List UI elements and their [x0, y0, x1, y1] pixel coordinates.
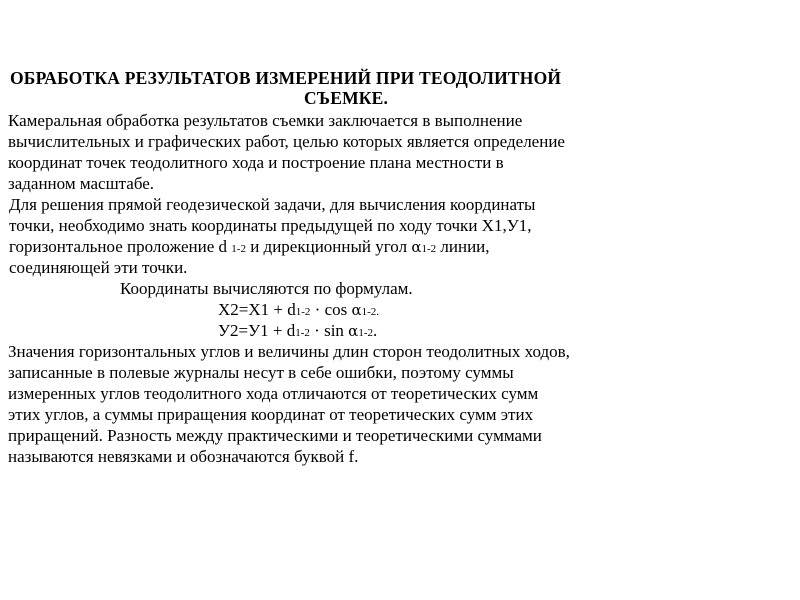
alpha-symbol: α [411, 238, 422, 256]
text-fragment: линии, [436, 237, 490, 256]
formula-x [218, 300, 379, 322]
paragraph-line: Камеральная обработка результатов съемки заключается в выполнение [8, 111, 523, 130]
alpha-symbol: α [348, 322, 359, 340]
subscript: 1-2 [295, 327, 310, 339]
paragraph-line: называются невязками и обозначаются буквой f. [8, 447, 359, 466]
formula-text: . [372, 321, 378, 340]
subscript: 1-2. [361, 306, 380, 318]
formula-intro: Координаты вычисляются по формулам. [120, 279, 413, 298]
formula-text: У2=У1 + d [218, 321, 296, 340]
title-line-1: ОБРАБОТКА РЕЗУЛЬТАТОВ ИЗМЕРЕНИЙ ПРИ ТЕОДОЛИТНОЙ [10, 68, 562, 88]
paragraph-line: заданном масштабе. [8, 174, 155, 193]
paragraph-line: координат точек теодолитного хода и построение плана местности в [8, 153, 504, 172]
text-fragment: и дирекционный угол [245, 237, 412, 256]
formula-y [218, 321, 377, 343]
title-line-2: СЪЕМКЕ. [304, 88, 389, 108]
paragraph-line: вычислительных и графических работ, целью которых является определение [8, 132, 565, 151]
formula-text: · sin [309, 321, 349, 340]
paragraph-line: точки, необходимо знать координаты предыдущей по ходу точки Х1,У1, [9, 216, 532, 235]
paragraph-line: Значения горизонтальных углов и величины длин сторон теодолитных ходов, [8, 342, 570, 361]
formula-text: Х2=Х1 + d [218, 300, 296, 319]
paragraph-line: приращений. Разность между практическими и теоретическими суммами [8, 426, 542, 445]
paragraph-line: записанные в полевые журналы несут в себе ошибки, поэтому суммы [8, 363, 514, 382]
paragraph-line: измеренных углов теодолитного хода отличаются от теоретических сумм [8, 384, 539, 403]
paragraph-line: соединяющей эти точки. [9, 258, 188, 277]
subscript: 1-2 [421, 243, 437, 255]
paragraph-line-with-subscripts [9, 237, 490, 259]
text-fragment: горизонтальное проложение d [9, 237, 232, 256]
subscript: 1-2 [231, 243, 246, 255]
subscript: 1-2 [295, 306, 311, 318]
alpha-symbol: α [351, 301, 362, 319]
paragraph-line: Для решения прямой геодезической задачи, для вычисления координаты [9, 195, 536, 214]
subscript: 1-2 [358, 327, 373, 339]
paragraph-line: этих углов, а суммы приращения координат от теоретических сумм этих [8, 405, 534, 424]
formula-text: · cos [310, 300, 352, 319]
